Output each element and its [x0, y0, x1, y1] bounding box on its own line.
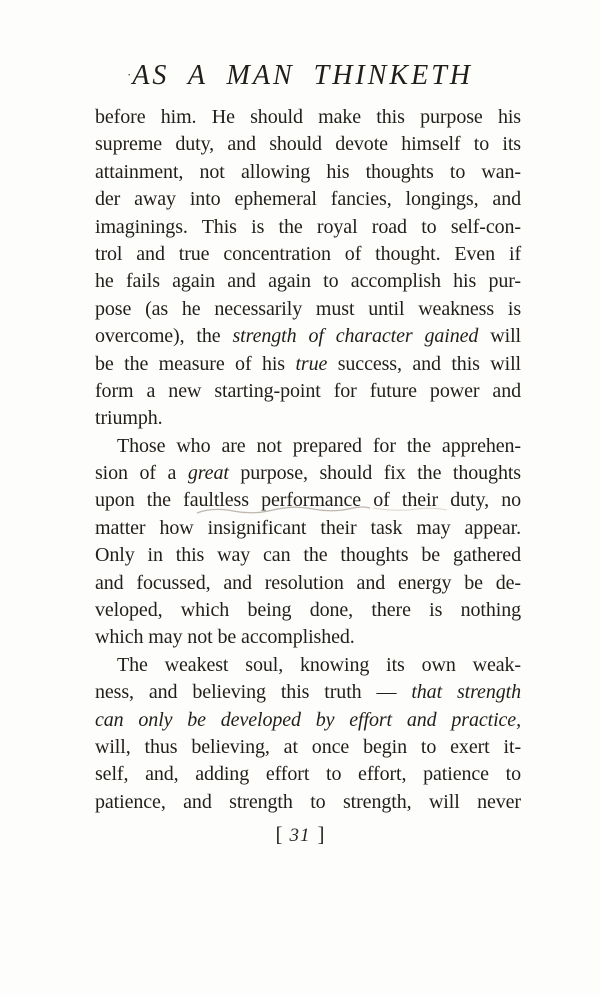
text-segment: attainment, not allowing his thoughts to wan- [95, 160, 521, 183]
text-line [95, 761, 521, 788]
folio-close-bracket: ] [317, 822, 325, 846]
text-segment: will, thus believing, at once begin to exert it- [95, 735, 521, 758]
text-line [95, 734, 521, 761]
running-head [0, 60, 600, 92]
text-segment: purpose, should fix the thoughts [228, 462, 521, 485]
text-segment: success, and this will [327, 352, 521, 375]
title-ornament: · [126, 67, 132, 82]
text-line [95, 433, 521, 460]
text-segment: strength of character gained [232, 325, 479, 348]
text-segment: The weakest soul, knowing its own weak- [117, 653, 521, 676]
text-segment: pose (as he necessarily must until weakness is [95, 297, 521, 320]
text-line [95, 542, 521, 569]
text-line [95, 570, 521, 597]
folio-open-bracket: [ [275, 822, 283, 846]
text-segment: upon the faultless performance of their duty, no [95, 489, 521, 512]
page-title: AS A MAN THINKETH [132, 60, 473, 91]
text-line [95, 378, 521, 405]
text-segment: self, and, adding effort to effort, patience to [95, 763, 521, 786]
text-segment: overcome), the [95, 325, 233, 348]
text-line [95, 241, 521, 268]
text-segment: imaginings. This is the royal road to self-con- [95, 215, 521, 238]
text-segment: form a new starting-point for future power and [95, 379, 521, 402]
text-line [95, 405, 521, 432]
text-line [95, 186, 521, 213]
text-line [95, 214, 521, 241]
text-line [95, 268, 521, 295]
text-segment: supreme duty, and should devote himself to its [95, 133, 521, 156]
text-line [95, 597, 521, 624]
text-line [95, 679, 521, 706]
text-line [95, 487, 521, 514]
text-segment: great [187, 462, 229, 485]
text-line [95, 652, 521, 679]
text-segment: he fails again and again to accomplish his pur- [95, 270, 521, 293]
text-segment: veloped, which being done, there is nothing [95, 599, 521, 622]
text-segment: will [478, 325, 521, 348]
text-segment: Only in this way can the thoughts be gathered [95, 544, 521, 567]
text-segment: be the measure of his [95, 352, 296, 375]
text-segment: that strength [411, 681, 521, 704]
text-line [95, 131, 521, 158]
text-segment: triumph. [95, 407, 163, 430]
text-segment: sion of a [95, 462, 188, 485]
text-segment: ness, and believing this truth — [95, 681, 412, 704]
text-segment: Those who are not prepared for the apprehen- [117, 434, 521, 457]
folio-number: 31 [289, 825, 311, 846]
text-line [95, 707, 521, 734]
text-segment: and focussed, and resolution and energy be de- [95, 571, 521, 594]
text-line [95, 159, 521, 186]
text-line [95, 624, 521, 651]
text-line [95, 351, 521, 378]
text-segment: der away into ephemeral fancies, longings, and [95, 188, 521, 211]
page-number [0, 822, 600, 847]
body-text [95, 104, 521, 816]
text-segment: which may not be accomplished. [95, 626, 355, 649]
text-segment: true [295, 352, 328, 375]
text-segment: trol and true concentration of thought. Even if [95, 242, 521, 265]
text-line [95, 789, 521, 816]
text-segment: matter how insignificant their task may appear. [95, 516, 521, 539]
text-segment: patience, and strength to strength, will never [95, 790, 521, 813]
text-segment: before him. He should make this purpose his [95, 106, 521, 128]
text-line [95, 460, 521, 487]
text-line [95, 323, 521, 350]
text-line [95, 296, 521, 323]
text-line [95, 515, 521, 542]
text-line [95, 104, 521, 131]
text-segment: can only be developed by effort and practice, [95, 708, 521, 731]
